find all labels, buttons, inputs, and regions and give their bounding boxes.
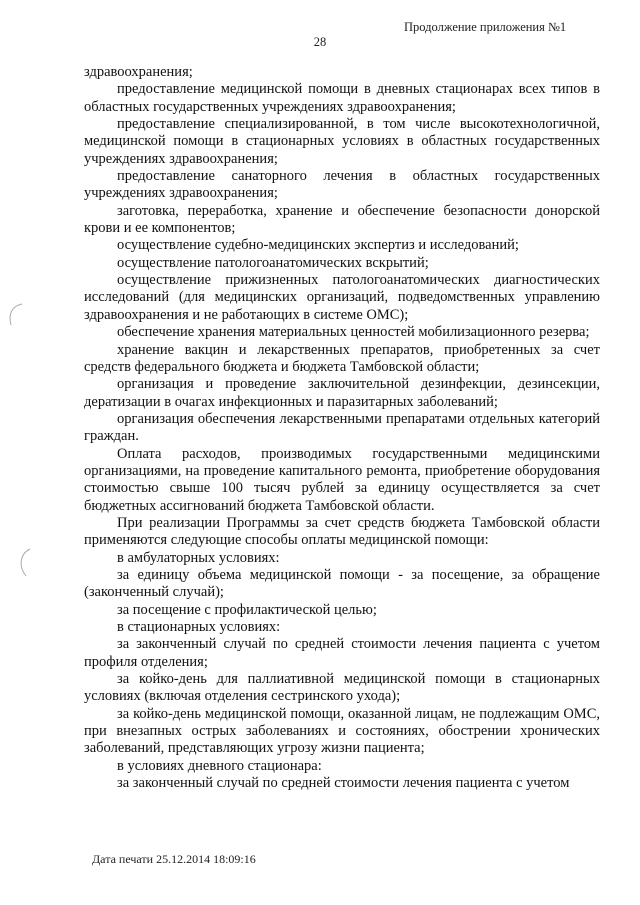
page-number: 28 [313, 35, 327, 49]
paragraph: за единицу объема медицинской помощи - за посещение, за обращение (законченный случай); [84, 566, 600, 601]
punch-hole-mark-top [4, 300, 26, 330]
paragraph: Оплата расходов, производимых государственными медицинскими организациями, на проведение капитального ремонта, приобретение оборудования стоимостью свыше 100 тысяч рублей за единицу осуществляется за счет бюджетных ассигнований бюджета Тамбовской области. [84, 445, 600, 514]
paragraph: заготовка, переработка, хранение и обеспечение безопасности донорской крови и ее компонентов; [84, 202, 600, 237]
paragraph: за посещение с профилактической целью; [117, 601, 377, 618]
punch-hole-mark-bottom [14, 546, 36, 580]
paragraph: за законченный случай по средней стоимости лечения пациента с учетом профиля отделения; [84, 636, 600, 670]
paragraph: предоставление медицинской помощи в дневных стационарах всех типов в областных государственных учреждениях здравоохранения; [84, 81, 600, 115]
paragraph: за койко-день для паллиативной медицинской помощи в стационарных условиях (включая отделения сестринского ухода); [84, 671, 600, 705]
paragraph: здравоохранения; [84, 64, 193, 80]
paragraph: организация обеспечения лекарственными препаратами отдельных категорий граждан. [84, 410, 600, 445]
appendix-note: Продолжение приложения №1 [404, 20, 567, 34]
paragraph: хранение вакцин и лекарственных препаратов, приобретенных за счет средств федерального бюджета и бюджета Тамбовской области; [84, 341, 600, 375]
paragraph: При реализации Программы за счет средств бюджета Тамбовской области применяются следующие способы оплаты медицинской помощи: [84, 514, 600, 549]
document-body [84, 64, 600, 792]
paragraph: осуществление судебно-медицинских экспертиз и исследований; [117, 237, 519, 254]
paragraph: в условиях дневного стационара: [117, 757, 322, 774]
paragraph: в стационарных условиях: [117, 619, 281, 635]
paragraph: предоставление санаторного лечения в областных государственных учреждениях здравоохранения; [84, 168, 600, 202]
paragraph: осуществление патологоанатомических вскрытий; [117, 254, 429, 271]
paragraph: за законченный случай по средней стоимости лечения пациента с учетом [117, 775, 570, 792]
paragraph: осуществление прижизненных патологоанатомических диагностических исследований (для медицинских организаций, подведомственных управлению здравоохранения и не работающих в системе ОМС); [84, 272, 600, 323]
paragraph: предоставление специализированной, в том числе высокотехнологичной, медицинской помощи в стационарных условиях в областных государственных учреждениях здравоохранения; [84, 116, 600, 167]
paragraph: обеспечение хранения материальных ценностей мобилизационного резерва; [117, 324, 590, 341]
paragraph: за койко-день медицинской помощи, оказанной лицам, не подлежащим ОМС, при внезапных острых заболеваниях и состояниях, обострении хронических заболеваний, представляющих угрозу жизни пациента; [84, 705, 600, 757]
paragraph: организация и проведение заключительной дезинфекции, дезинсекции, дератизации в очагах инфекционных и паразитарных заболеваний; [84, 376, 600, 410]
print-date-footer: Дата печати 25.12.2014 18:09:16 [92, 852, 256, 866]
paragraph: в амбулаторных условиях: [117, 549, 280, 566]
